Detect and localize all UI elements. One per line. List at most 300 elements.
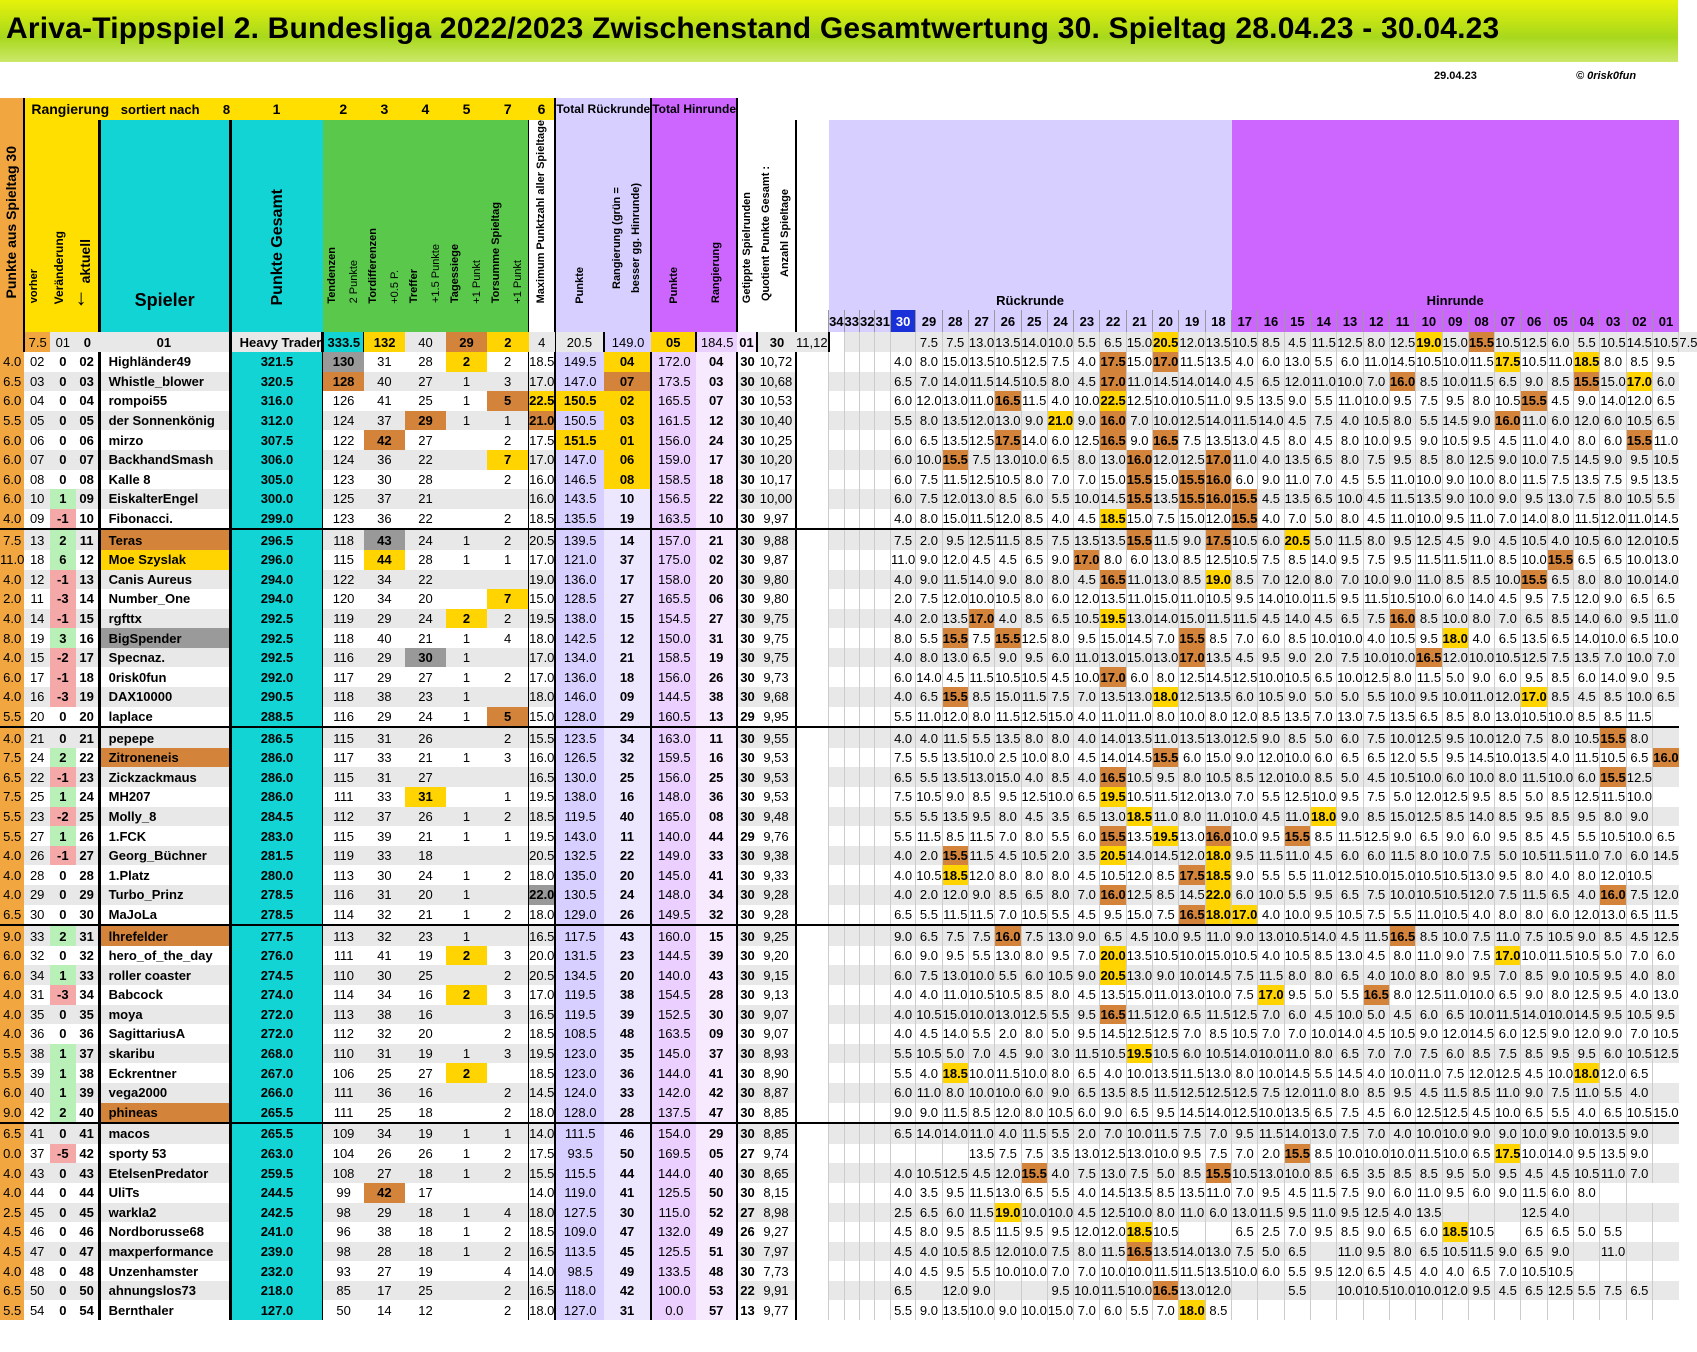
matchday-cell: 11.5 bbox=[1021, 391, 1047, 411]
matchday-cell: 6.0 bbox=[1179, 748, 1205, 768]
vorher-header: vorher bbox=[24, 120, 50, 310]
matchday-cell: 11.5 bbox=[1547, 846, 1573, 866]
matchday-cell: 11.0 bbox=[1416, 1063, 1442, 1083]
pts30-cell: 5.5 bbox=[0, 826, 24, 846]
matchday-cell: 8.0 bbox=[916, 352, 942, 372]
matchday-header-rr: 22 bbox=[1100, 310, 1126, 332]
matchday-cell: 14.0 bbox=[1100, 748, 1126, 768]
player-name: Heavy Trader bbox=[230, 332, 323, 352]
pts30-cell: 6.0 bbox=[0, 1083, 24, 1103]
matchday-cell: 4.5 bbox=[1232, 372, 1258, 392]
matchday-cell: 6.5 bbox=[1363, 1261, 1389, 1281]
rr-rank-cell: 08 bbox=[604, 470, 651, 490]
matchday-cell: 8.5 bbox=[968, 1222, 994, 1242]
matchday-cell: 6.5 bbox=[1100, 925, 1126, 946]
pts30-cell: 6.0 bbox=[0, 489, 24, 509]
matchday-cell: 11.0 bbox=[1232, 450, 1258, 470]
pts30-cell: 4.0 bbox=[0, 570, 24, 590]
hr-points-cell: 158.5 bbox=[651, 648, 696, 668]
matchday-cell: 12.5 bbox=[1389, 332, 1415, 352]
table-row bbox=[0, 1203, 1697, 1223]
matchday-cell: 13.0 bbox=[968, 332, 994, 352]
matchday-cell: 15.0 bbox=[995, 687, 1021, 707]
matchday-cell: 13.5 bbox=[942, 1300, 968, 1320]
quotient-cell: 9,75 bbox=[757, 609, 796, 629]
copyright-label: © 0risk0fun bbox=[1576, 70, 1637, 82]
matchday-cell: 16.0 bbox=[1389, 372, 1415, 392]
matchday-cell: 13.0 bbox=[1126, 965, 1152, 985]
max-cell: 18.0 bbox=[529, 1103, 556, 1124]
matchday-cell bbox=[860, 767, 875, 787]
treffer-cell: 17 bbox=[405, 1183, 446, 1203]
matchday-cell: 12.5 bbox=[1363, 667, 1389, 687]
matchday-cell: 4.0 bbox=[1389, 1123, 1415, 1144]
matchday-cell: 6.0 bbox=[1547, 1183, 1573, 1203]
matchday-cell: 18.5 bbox=[1442, 1222, 1468, 1242]
matchday-cell: 9.5 bbox=[1258, 1183, 1284, 1203]
matchday-cell: 12.5 bbox=[1021, 1005, 1047, 1025]
matchday-cell bbox=[1258, 1281, 1284, 1301]
matchday-cell: 7.5 bbox=[1468, 846, 1494, 866]
matchday-cell: 7.0 bbox=[1363, 372, 1389, 392]
matchday-cell: 6.5 bbox=[1416, 826, 1442, 846]
change-cell: 0 bbox=[50, 885, 76, 905]
hr-points-cell: 145.0 bbox=[651, 865, 696, 885]
matchday-cell bbox=[829, 1203, 844, 1223]
matchday-cell: 7.5 bbox=[916, 332, 942, 352]
tordiff-cell: 37 bbox=[364, 807, 405, 827]
matchday-cell: 7.0 bbox=[1205, 1123, 1231, 1144]
matchday-cell: 9.0 bbox=[1574, 391, 1600, 411]
standings-table bbox=[0, 98, 1697, 1320]
prev-rank-cell: 16 bbox=[24, 687, 50, 707]
treffer-cell: 29 bbox=[446, 332, 487, 352]
matchday-cell: 11.5 bbox=[1547, 946, 1573, 966]
matchday-cell: 11.0 bbox=[1284, 807, 1310, 827]
matchday-cell: 11.0 bbox=[1600, 1242, 1626, 1262]
matchday-cell: 15.0 bbox=[942, 352, 968, 372]
matchday-header-rr: 30 bbox=[890, 310, 915, 332]
matchday-cell: 11.5 bbox=[1653, 905, 1679, 926]
matchday-cell: 16.5 bbox=[1179, 905, 1205, 926]
sort-num-3: 3 bbox=[364, 98, 405, 120]
matchday-cell: 8.0 bbox=[1653, 965, 1679, 985]
matchday-cell: 10.0 bbox=[1258, 1044, 1284, 1064]
matchday-cell: 13.0 bbox=[1232, 430, 1258, 450]
player-name: MaJoLa bbox=[99, 905, 230, 926]
matchday-cell: 12.0 bbox=[1495, 727, 1521, 748]
matchday-cell: 7.5 bbox=[1337, 1123, 1363, 1144]
matchday-cell: 9.0 bbox=[1232, 925, 1258, 946]
matchday-cell: 12.0 bbox=[1600, 1063, 1626, 1083]
hr-rank-cell: 16 bbox=[696, 748, 737, 768]
matchday-cell: 18.5 bbox=[1574, 352, 1600, 372]
matchday-cell: 4.0 bbox=[890, 1024, 915, 1044]
matchday-cell: 11.0 bbox=[1495, 1083, 1521, 1103]
matchday-cell: 4.5 bbox=[1495, 529, 1521, 550]
matchday-cell: 14.0 bbox=[1600, 391, 1626, 411]
table-row bbox=[0, 1222, 1697, 1242]
torsumme-cell: 2 bbox=[487, 529, 529, 550]
matchday-cell: 8.0 bbox=[1021, 727, 1047, 748]
player-name: ahnungslos73 bbox=[99, 1281, 230, 1301]
matchday-cell: 7.5 bbox=[942, 925, 968, 946]
matchday-cell bbox=[875, 1123, 890, 1144]
matchday-cell bbox=[875, 748, 890, 768]
quotient-cell: 10,68 bbox=[757, 372, 796, 392]
matchday-cell: 9.0 bbox=[916, 550, 942, 570]
quotient-cell: 9,13 bbox=[757, 985, 796, 1005]
matchday-cell bbox=[875, 946, 890, 966]
matchday-cell bbox=[875, 450, 890, 470]
matchday-cell: 8.0 bbox=[916, 1222, 942, 1242]
matchday-cell bbox=[860, 372, 875, 392]
hinrunde-header: Hinrunde bbox=[1232, 120, 1679, 310]
table-row bbox=[0, 1183, 1697, 1203]
pts30-cell: 6.0 bbox=[0, 667, 24, 687]
rr-rank-cell: 32 bbox=[604, 748, 651, 768]
matchday-cell bbox=[844, 1083, 859, 1103]
max-cell: 14.0 bbox=[529, 1261, 556, 1281]
tendenzen-cell: 130 bbox=[323, 352, 364, 372]
matchday-cell: 5.5 bbox=[1284, 865, 1310, 885]
matchday-cell: 10.0 bbox=[1153, 411, 1179, 431]
prev-rank-cell: 50 bbox=[24, 1281, 50, 1301]
matchday-cell: 10.5 bbox=[1442, 430, 1468, 450]
quotient-cell: 9,48 bbox=[757, 807, 796, 827]
matchday-header-hr: 14 bbox=[1310, 310, 1336, 332]
matchday-cell: 13.0 bbox=[995, 411, 1021, 431]
matchday-cell: 2.5 bbox=[890, 1203, 915, 1223]
matchday-cell: 4.0 bbox=[1258, 450, 1284, 470]
pts30-cell: 7.5 bbox=[0, 787, 24, 807]
games-cell: 13 bbox=[737, 1300, 757, 1320]
matchday-cell: 9.0 bbox=[890, 925, 915, 946]
matchday-cell: 12.0 bbox=[1337, 1261, 1363, 1281]
matchday-cell: 11.0 bbox=[916, 1083, 942, 1103]
table-row bbox=[0, 1163, 1697, 1183]
tendenzen-cell: 115 bbox=[323, 767, 364, 787]
matchday-cell bbox=[844, 865, 859, 885]
matchday-cell: 9.0 bbox=[1600, 1024, 1626, 1044]
matchday-cell: 10.5 bbox=[942, 1242, 968, 1262]
rank-cell: 39 bbox=[76, 1083, 99, 1103]
quotient-cell: 9,80 bbox=[757, 570, 796, 590]
matchday-cell: 10.0 bbox=[1442, 372, 1468, 392]
treffer-cell: 27 bbox=[405, 667, 446, 687]
matchday-cell: 8.0 bbox=[1179, 767, 1205, 787]
hr-points-cell: 140.0 bbox=[651, 965, 696, 985]
prev-rank-cell: 44 bbox=[24, 1183, 50, 1203]
matchday-cell: 4.0 bbox=[890, 1261, 915, 1281]
matchday-cell bbox=[844, 925, 859, 946]
matchday-cell bbox=[860, 529, 875, 550]
matchday-cell: 10.0 bbox=[1337, 372, 1363, 392]
matchday-cell bbox=[875, 787, 890, 807]
tagessiege-cell bbox=[446, 509, 487, 530]
matchday-cell: 7.5 bbox=[916, 589, 942, 609]
quotient-cell: 8,90 bbox=[757, 1063, 796, 1083]
matchday-cell: 12.5 bbox=[1126, 885, 1152, 905]
matchday-cell: 5.5 bbox=[1337, 985, 1363, 1005]
matchday-cell bbox=[844, 1183, 859, 1203]
matchday-cell: 14.5 bbox=[1100, 489, 1126, 509]
matchday-cell: 11.0 bbox=[1284, 1044, 1310, 1064]
matchday-cell: 6.0 bbox=[1468, 826, 1494, 846]
rr-points-cell: 127.0 bbox=[555, 1300, 604, 1320]
matchday-cell bbox=[844, 748, 859, 768]
matchday-cell bbox=[829, 1063, 844, 1083]
total-points-cell: 239.0 bbox=[230, 1242, 323, 1262]
matchday-header-hr: 17 bbox=[1232, 310, 1258, 332]
torsumme-cell: 4 bbox=[487, 1203, 529, 1223]
tagessiege-cell bbox=[446, 1024, 487, 1044]
matchday-cell: 10.0 bbox=[1468, 727, 1494, 748]
matchday-cell: 6.0 bbox=[1074, 1103, 1100, 1124]
tagessiege-cell: 2 bbox=[446, 946, 487, 966]
matchday-cell: 7.5 bbox=[1574, 489, 1600, 509]
pts30-cell: 9.0 bbox=[0, 1103, 24, 1124]
matchday-cell: 10.0 bbox=[1442, 846, 1468, 866]
matchday-cell: 8.5 bbox=[968, 687, 994, 707]
matchday-cell: 9.0 bbox=[1337, 807, 1363, 827]
matchday-cell bbox=[829, 372, 844, 392]
treffer-cell: 28 bbox=[405, 470, 446, 490]
matchday-cell: 13.5 bbox=[1389, 707, 1415, 728]
matchday-cell: 7.5 bbox=[1495, 1044, 1521, 1064]
prev-rank-cell: 24 bbox=[24, 748, 50, 768]
matchday-cell: 9.0 bbox=[1495, 1242, 1521, 1262]
matchday-cell: 5.5 bbox=[1258, 865, 1284, 885]
matchday-cell: 12.5 bbox=[1495, 1063, 1521, 1083]
matchday-cell: 11.5 bbox=[1416, 667, 1442, 687]
table-row bbox=[0, 450, 1697, 470]
tagessiege-cell: 2 bbox=[446, 609, 487, 629]
matchday-cell: 6.5 bbox=[1232, 1222, 1258, 1242]
matchday-cell: 7.0 bbox=[1232, 1144, 1258, 1164]
matchday-cell: 10.5 bbox=[1574, 529, 1600, 550]
matchday-cell: 12.5 bbox=[1521, 332, 1547, 352]
matchday-cell: 9.5 bbox=[1468, 430, 1494, 450]
rank-cell: 04 bbox=[76, 391, 99, 411]
matchday-cell: 8.5 bbox=[1600, 707, 1626, 728]
tordiff-cell: 31 bbox=[364, 727, 405, 748]
matchday-cell: 9.5 bbox=[1258, 648, 1284, 668]
matchday-cell: 4.5 bbox=[916, 1261, 942, 1281]
matchday-cell: 9.0 bbox=[1363, 1222, 1389, 1242]
tagessiege-cell: 1 bbox=[446, 628, 487, 648]
max-cell: 17.5 bbox=[529, 430, 556, 450]
change-cell: -2 bbox=[50, 648, 76, 668]
matchday-cell: 12.0 bbox=[1574, 1024, 1600, 1044]
table-row bbox=[0, 411, 1697, 431]
matchday-cell: 15.5 bbox=[1284, 826, 1310, 846]
games-cell: 30 bbox=[757, 332, 796, 352]
matchday-cell: 10.5 bbox=[1468, 1222, 1494, 1242]
matchday-cell: 11.0 bbox=[1179, 589, 1205, 609]
matchday-cell: 2.0 bbox=[916, 529, 942, 550]
matchday-cell: 7.5 bbox=[1363, 550, 1389, 570]
matchday-cell: 11.5 bbox=[1179, 1063, 1205, 1083]
player-name: Eckrentner bbox=[99, 1063, 230, 1083]
matchday-cell: 10.0 bbox=[1337, 628, 1363, 648]
quotient-cell: 9,38 bbox=[757, 846, 796, 866]
tagessiege-cell bbox=[446, 1005, 487, 1025]
matchday-cell: 10.0 bbox=[1153, 925, 1179, 946]
matchday-cell bbox=[860, 905, 875, 926]
rr-points-cell: 128.0 bbox=[555, 1103, 604, 1124]
pts30-cell: 4.0 bbox=[0, 1005, 24, 1025]
total-points-cell: 277.5 bbox=[230, 925, 323, 946]
matchday-cell: 12.5 bbox=[1021, 707, 1047, 728]
pts30-cell: 4.0 bbox=[0, 1163, 24, 1183]
matchday-cell: 12.0 bbox=[916, 391, 942, 411]
matchday-cell: 12.5 bbox=[1021, 628, 1047, 648]
hr-points-cell: 154.5 bbox=[651, 609, 696, 629]
matchday-cell: 3.5 bbox=[1074, 846, 1100, 866]
hr-rank-cell: 17 bbox=[696, 450, 737, 470]
matchday-cell: 9.5 bbox=[1047, 946, 1073, 966]
tordiff-cell: 34 bbox=[364, 1123, 405, 1144]
player-name: Nordborusse68 bbox=[99, 1222, 230, 1242]
matchday-cell: 11.0 bbox=[1153, 985, 1179, 1005]
matchday-cell: 9.5 bbox=[1389, 550, 1415, 570]
matchday-cell: 9.5 bbox=[1600, 965, 1626, 985]
matchday-cell: 9.5 bbox=[1310, 905, 1336, 926]
matchday-cell bbox=[829, 1123, 844, 1144]
matchday-cell: 7.0 bbox=[1626, 1024, 1652, 1044]
matchday-cell: 11.5 bbox=[1126, 1005, 1152, 1025]
matchday-cell: 3.0 bbox=[1047, 1044, 1073, 1064]
matchday-cell: 10.5 bbox=[1153, 946, 1179, 966]
matchday-cell: 8.0 bbox=[1600, 352, 1626, 372]
matchday-cell: 15.5 bbox=[1521, 391, 1547, 411]
matchday-cell: 4.0 bbox=[916, 1063, 942, 1083]
table-row bbox=[0, 1103, 1697, 1124]
matchday-cell: 5.0 bbox=[1310, 687, 1336, 707]
player-name: Zitroneneis bbox=[99, 748, 230, 768]
matchday-cell: 19.5 bbox=[1153, 826, 1179, 846]
torsumme-cell bbox=[487, 648, 529, 668]
rr-points-cell: 149.5 bbox=[555, 352, 604, 372]
matchday-cell: 4.0 bbox=[1626, 965, 1652, 985]
tordiff-cell: 40 bbox=[405, 332, 446, 352]
matchday-cell: 9.0 bbox=[995, 648, 1021, 668]
matchday-cell bbox=[829, 430, 844, 450]
prev-rank-cell: 12 bbox=[24, 570, 50, 590]
matchday-cell bbox=[1495, 1203, 1521, 1223]
torsumme-cell: 2 bbox=[487, 1281, 529, 1301]
rr-rank-cell: 34 bbox=[604, 727, 651, 748]
matchday-cell bbox=[844, 372, 859, 392]
torsumme-cell: 2 bbox=[487, 470, 529, 490]
matchday-cell: 11.5 bbox=[942, 570, 968, 590]
matchday-cell: 9.5 bbox=[1495, 826, 1521, 846]
tagessiege-cell: 1 bbox=[446, 1222, 487, 1242]
matchday-cell: 9.0 bbox=[916, 1103, 942, 1124]
matchday-cell bbox=[829, 807, 844, 827]
rr-points-cell: 134.0 bbox=[555, 648, 604, 668]
hr-points-cell: 148.0 bbox=[651, 885, 696, 905]
matchday-cell: 11.0 bbox=[1574, 1083, 1600, 1103]
matchday-cell: 9.0 bbox=[1284, 687, 1310, 707]
games-cell: 30 bbox=[737, 687, 757, 707]
matchday-cell: 10.0 bbox=[1021, 1242, 1047, 1262]
tordiff-cell: 34 bbox=[364, 985, 405, 1005]
matchday-cell: 7.5 bbox=[1416, 1044, 1442, 1064]
matchday-cell: 9.5 bbox=[1284, 985, 1310, 1005]
max-cell: 15.0 bbox=[529, 589, 556, 609]
matchday-cell: 11.5 bbox=[995, 529, 1021, 550]
matchday-cell: 8.5 bbox=[995, 885, 1021, 905]
sort-num-4: 4 bbox=[405, 98, 446, 120]
matchday-cell: 10.0 bbox=[1389, 965, 1415, 985]
tordiff-cell: 40 bbox=[364, 628, 405, 648]
matchday-cell bbox=[1416, 1300, 1442, 1320]
rr-rank-cell: 05 bbox=[651, 332, 696, 352]
matchday-cell: 4.5 bbox=[995, 550, 1021, 570]
matchday-cell: 7.5 bbox=[1153, 509, 1179, 530]
matchday-cell: 8.0 bbox=[1600, 807, 1626, 827]
matchday-cell: 9.5 bbox=[1626, 450, 1652, 470]
matchday-cell bbox=[875, 885, 890, 905]
matchday-cell: 10.0 bbox=[1416, 767, 1442, 787]
rank-cell: 47 bbox=[76, 1242, 99, 1262]
matchday-cell: 12.0 bbox=[1626, 391, 1652, 411]
matchday-cell: 10.0 bbox=[1284, 1163, 1310, 1183]
matchday-cell: 11.5 bbox=[1363, 589, 1389, 609]
games-cell: 30 bbox=[737, 865, 757, 885]
matchday-cell: 22.5 bbox=[1100, 391, 1126, 411]
matchday-cell: 9.5 bbox=[1389, 391, 1415, 411]
matchday-cell: 4.5 bbox=[1284, 1183, 1310, 1203]
table-row bbox=[0, 550, 1697, 570]
matchday-cell: 8.5 bbox=[1284, 550, 1310, 570]
matchday-cell: 8.0 bbox=[1389, 946, 1415, 966]
matchday-cell: 14.0 bbox=[1468, 589, 1494, 609]
tendenzen-cell: 99 bbox=[323, 1183, 364, 1203]
matchday-cell: 11.5 bbox=[1337, 826, 1363, 846]
matchday-cell: 6.5 bbox=[1600, 1103, 1626, 1124]
matchday-cell: 4.5 bbox=[968, 550, 994, 570]
matchday-cell: 9.0 bbox=[1521, 1083, 1547, 1103]
total-points-cell: 272.0 bbox=[230, 1024, 323, 1044]
matchday-cell: 5.0 bbox=[1337, 687, 1363, 707]
matchday-cell: 11.5 bbox=[1574, 509, 1600, 530]
matchday-cell: 7.5 bbox=[1047, 529, 1073, 550]
matchday-cell: 10.5 bbox=[1653, 450, 1679, 470]
matchday-cell bbox=[875, 1183, 890, 1203]
hr-points-cell: 149.5 bbox=[651, 905, 696, 926]
matchday-cell: 7.5 bbox=[1337, 1183, 1363, 1203]
matchday-cell: 12.5 bbox=[1021, 352, 1047, 372]
rr-points-cell: 119.5 bbox=[555, 1005, 604, 1025]
matchday-cell: 11.5 bbox=[1179, 1261, 1205, 1281]
matchday-cell: 15.5 bbox=[942, 687, 968, 707]
tordiff-cell: 30 bbox=[364, 470, 405, 490]
matchday-cell: 10.0 bbox=[1626, 570, 1652, 590]
matchday-cell: 11.5 bbox=[968, 372, 994, 392]
matchday-cell bbox=[1442, 1300, 1468, 1320]
matchday-cell: 13.5 bbox=[942, 748, 968, 768]
matchday-cell: 10.0 bbox=[1258, 1063, 1284, 1083]
matchday-header-rr: 19 bbox=[1179, 310, 1205, 332]
matchday-cell: 13.0 bbox=[1653, 985, 1679, 1005]
prev-rank-cell: 30 bbox=[24, 905, 50, 926]
hr-rank-cell: 37 bbox=[696, 1044, 737, 1064]
matchday-cell: 13.0 bbox=[995, 450, 1021, 470]
matchday-cell: 8.0 bbox=[1574, 570, 1600, 590]
